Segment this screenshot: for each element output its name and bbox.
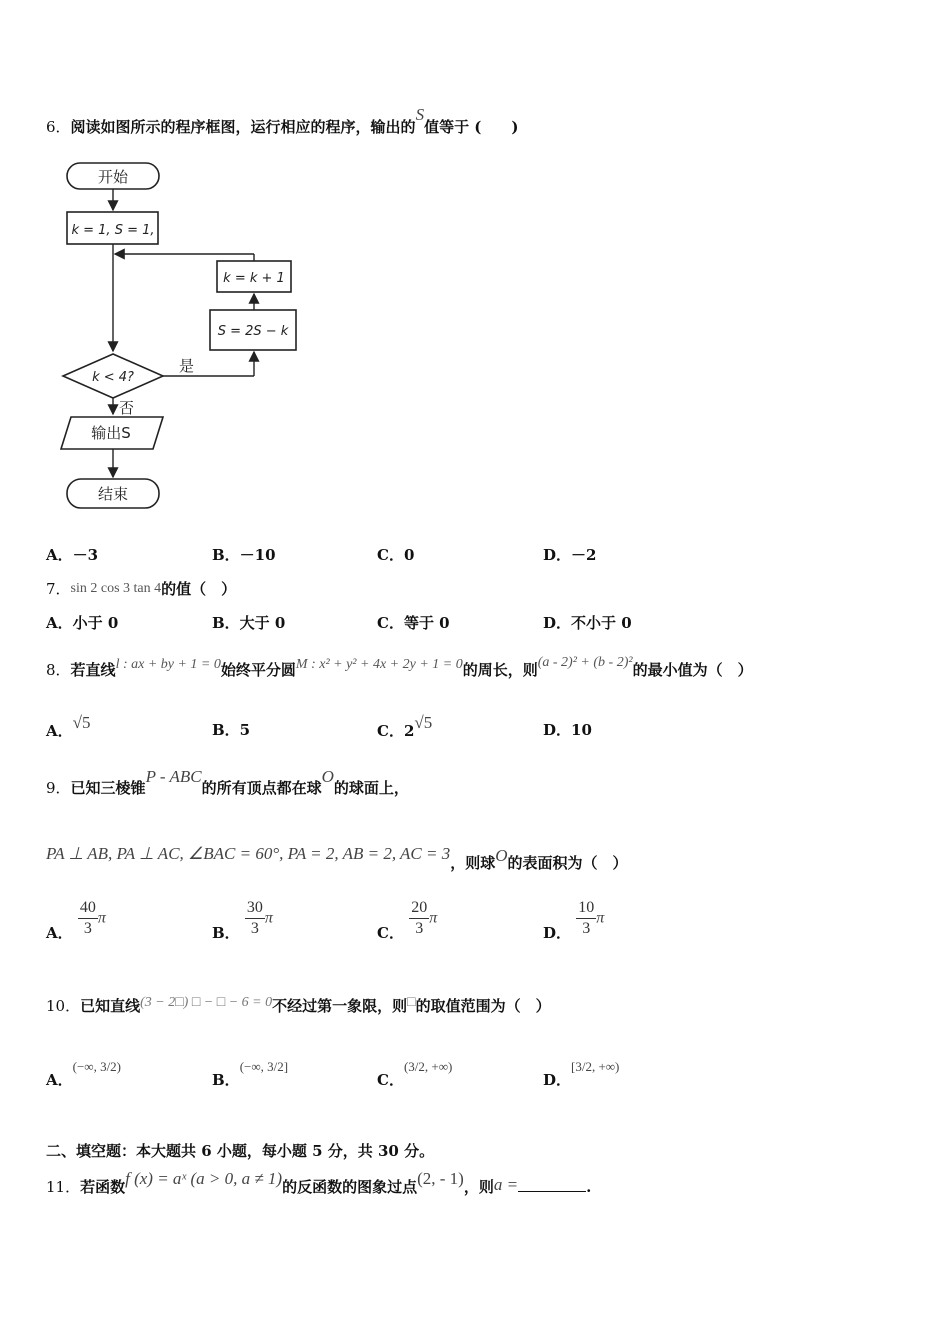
q10-option-c[interactable] bbox=[377, 1055, 453, 1089]
q9-option-c-den: 3 bbox=[415, 920, 424, 937]
q8-t2: 始终平分圆 bbox=[220, 661, 296, 679]
q6-option-a[interactable]: A．－3 bbox=[46, 546, 99, 564]
flow-init-label: k = 1, S = 1, bbox=[71, 223, 155, 238]
q9-option-c-num: 20 bbox=[409, 898, 429, 919]
q6-option-b[interactable]: B．－10 bbox=[212, 546, 276, 564]
q10-equation: (3 − 2□) □ − □ − 6 = 0 bbox=[140, 995, 273, 1010]
q10-option-c-label: C． bbox=[377, 1071, 404, 1089]
q9-option-c-pi: π bbox=[429, 909, 438, 927]
q9-t3: 的球面上， bbox=[333, 779, 409, 797]
q9-option-d-frac bbox=[576, 898, 596, 939]
q9-option-d-pi: π bbox=[596, 909, 605, 927]
q8-option-c-label: C．2 bbox=[377, 722, 415, 740]
q9-option-c[interactable] bbox=[377, 898, 438, 942]
q8-number: 8． bbox=[46, 661, 71, 679]
q9-t4: ，则球 bbox=[450, 854, 496, 872]
q10-option-d-label: D． bbox=[543, 1071, 572, 1089]
flow-update-k-label: k = k + 1 bbox=[223, 271, 285, 286]
q9-stem-1 bbox=[46, 767, 409, 798]
q7-option-a[interactable]: A．小于 0 bbox=[46, 614, 119, 632]
q9-option-a-pi: π bbox=[97, 909, 106, 927]
flow-output-label: 输出S bbox=[91, 424, 131, 442]
q9-stem-2 bbox=[46, 844, 628, 873]
q11-var: a = bbox=[493, 1175, 519, 1194]
q11-stem bbox=[46, 1169, 592, 1197]
q10-option-a-value: (−∞, 3/2) bbox=[72, 1059, 122, 1074]
q9-option-b-label: B． bbox=[212, 924, 240, 942]
q9-option-d-num: 10 bbox=[576, 898, 596, 919]
q9-t5: 的表面积为（ ） bbox=[507, 854, 628, 872]
q11-answer-blank[interactable] bbox=[518, 1191, 586, 1192]
q10-option-c-value: (3/2, +∞) bbox=[403, 1059, 453, 1074]
flow-yes-label: 是 bbox=[179, 357, 195, 375]
q9-option-a-frac bbox=[78, 898, 98, 939]
q10-t2: 不经过第一象限，则 bbox=[272, 997, 408, 1015]
q7-number: 7． bbox=[46, 580, 71, 598]
q6-option-d[interactable]: D．－2 bbox=[543, 546, 597, 564]
q7-option-b[interactable]: B．大于 0 bbox=[212, 614, 286, 632]
q8-line-eq: l : ax + by + 1 = 0 bbox=[115, 657, 221, 672]
q8-option-c[interactable] bbox=[377, 713, 433, 740]
q9-number: 9． bbox=[46, 779, 71, 797]
q8-t4: 的最小值为（ ） bbox=[632, 661, 753, 679]
flow-no-label: 否 bbox=[119, 399, 135, 417]
q8-stem bbox=[46, 655, 753, 680]
q9-option-d-den: 3 bbox=[582, 920, 591, 937]
q9-option-c-frac bbox=[409, 898, 429, 939]
q10-var: □ bbox=[407, 995, 416, 1010]
q10-t3: 的取值范围为（ ） bbox=[415, 997, 551, 1015]
flow-decision-label: k < 4? bbox=[92, 370, 134, 385]
q6-var: S bbox=[415, 105, 425, 124]
section-2-heading: 二、填空题：本大题共 6 小题，每小题 5 分，共 30 分。 bbox=[46, 1142, 435, 1160]
q9-option-b-pi: π bbox=[264, 909, 273, 927]
q8-option-c-value: √5 bbox=[414, 713, 433, 732]
q11-t1: 若函数 bbox=[80, 1178, 126, 1196]
q9-option-b[interactable] bbox=[212, 898, 273, 942]
q9-option-b-num: 30 bbox=[245, 898, 265, 919]
q7-option-c[interactable]: C．等于 0 bbox=[377, 614, 450, 632]
q9-ball-2: O bbox=[495, 846, 508, 865]
q9-option-d-label: D． bbox=[543, 924, 572, 942]
q7-text: 的值（ ） bbox=[161, 580, 237, 598]
q11-point: (2, - 1) bbox=[417, 1169, 464, 1188]
flowchart bbox=[55, 155, 315, 515]
q9-ball: O bbox=[321, 767, 334, 786]
q8-option-d[interactable]: D．10 bbox=[543, 721, 592, 739]
q10-option-a-label: A． bbox=[46, 1071, 73, 1089]
q10-t1: 已知直线 bbox=[80, 997, 141, 1015]
q6-option-c[interactable]: C．0 bbox=[377, 546, 415, 564]
q6-text-a: 阅读如图所示的程序框图，运行相应的程序，输出的 bbox=[70, 118, 416, 136]
q11-t3: ，则 bbox=[463, 1178, 494, 1196]
q9-condition: PA ⊥ AB, PA ⊥ AC, ∠BAC = 60°, PA = 2, AB = 2, AC = 3 bbox=[46, 844, 451, 863]
q11-t2: 的反函数的图象过点 bbox=[282, 1178, 418, 1196]
q10-option-d[interactable] bbox=[543, 1055, 620, 1089]
q9-option-d[interactable] bbox=[543, 898, 605, 942]
q10-number: 10． bbox=[46, 997, 81, 1015]
q7-option-d[interactable]: D．不小于 0 bbox=[543, 614, 632, 632]
flow-start-label: 开始 bbox=[97, 168, 129, 186]
q9-t1: 已知三棱锥 bbox=[70, 779, 146, 797]
q9-option-a-label: A． bbox=[46, 924, 73, 942]
q10-stem bbox=[46, 995, 551, 1016]
q9-option-c-label: C． bbox=[377, 924, 404, 942]
q8-option-a[interactable] bbox=[46, 713, 91, 740]
q8-t1: 若直线 bbox=[70, 661, 116, 679]
q10-option-a[interactable] bbox=[46, 1055, 122, 1089]
q8-option-a-value: √5 bbox=[72, 713, 91, 732]
q8-circle-eq: M : x² + y² + 4x + 2y + 1 = 0 bbox=[295, 657, 463, 672]
q9-t2: 的所有顶点都在球 bbox=[201, 779, 322, 797]
q10-option-b-value: (−∞, 3/2] bbox=[239, 1059, 289, 1074]
q6-number: 6． bbox=[46, 118, 71, 136]
q11-t4: . bbox=[586, 1178, 592, 1196]
q6-stem bbox=[46, 105, 519, 137]
q8-t3: 的周长，则 bbox=[462, 661, 538, 679]
q8-option-a-label: A． bbox=[46, 722, 73, 740]
q9-option-a-num: 40 bbox=[78, 898, 98, 919]
q11-number: 11． bbox=[46, 1178, 81, 1196]
q9-option-a[interactable] bbox=[46, 898, 106, 942]
flow-update-s-label: S = 2S − k bbox=[217, 324, 289, 339]
q9-option-a-den: 3 bbox=[83, 920, 92, 937]
q11-function: f (x) = aˣ (a > 0, a ≠ 1) bbox=[125, 1169, 283, 1188]
q10-option-b-label: B． bbox=[212, 1071, 240, 1089]
q9-pyramid: P - ABC bbox=[145, 767, 202, 786]
flow-end-label: 结束 bbox=[97, 485, 129, 503]
q7-stem bbox=[46, 578, 236, 599]
q7-expr: sin 2 cos 3 tan 4 bbox=[70, 581, 162, 596]
q6-text-b: 值等于 ( ) bbox=[424, 118, 519, 136]
q10-option-b[interactable] bbox=[212, 1055, 289, 1089]
q8-expr: (a - 2)² + (b - 2)² bbox=[537, 655, 633, 670]
q10-option-d-value: [3/2, +∞) bbox=[571, 1059, 620, 1074]
q9-option-b-frac bbox=[245, 898, 265, 939]
q8-option-b[interactable]: B．5 bbox=[212, 721, 251, 739]
q9-option-b-den: 3 bbox=[250, 920, 259, 937]
